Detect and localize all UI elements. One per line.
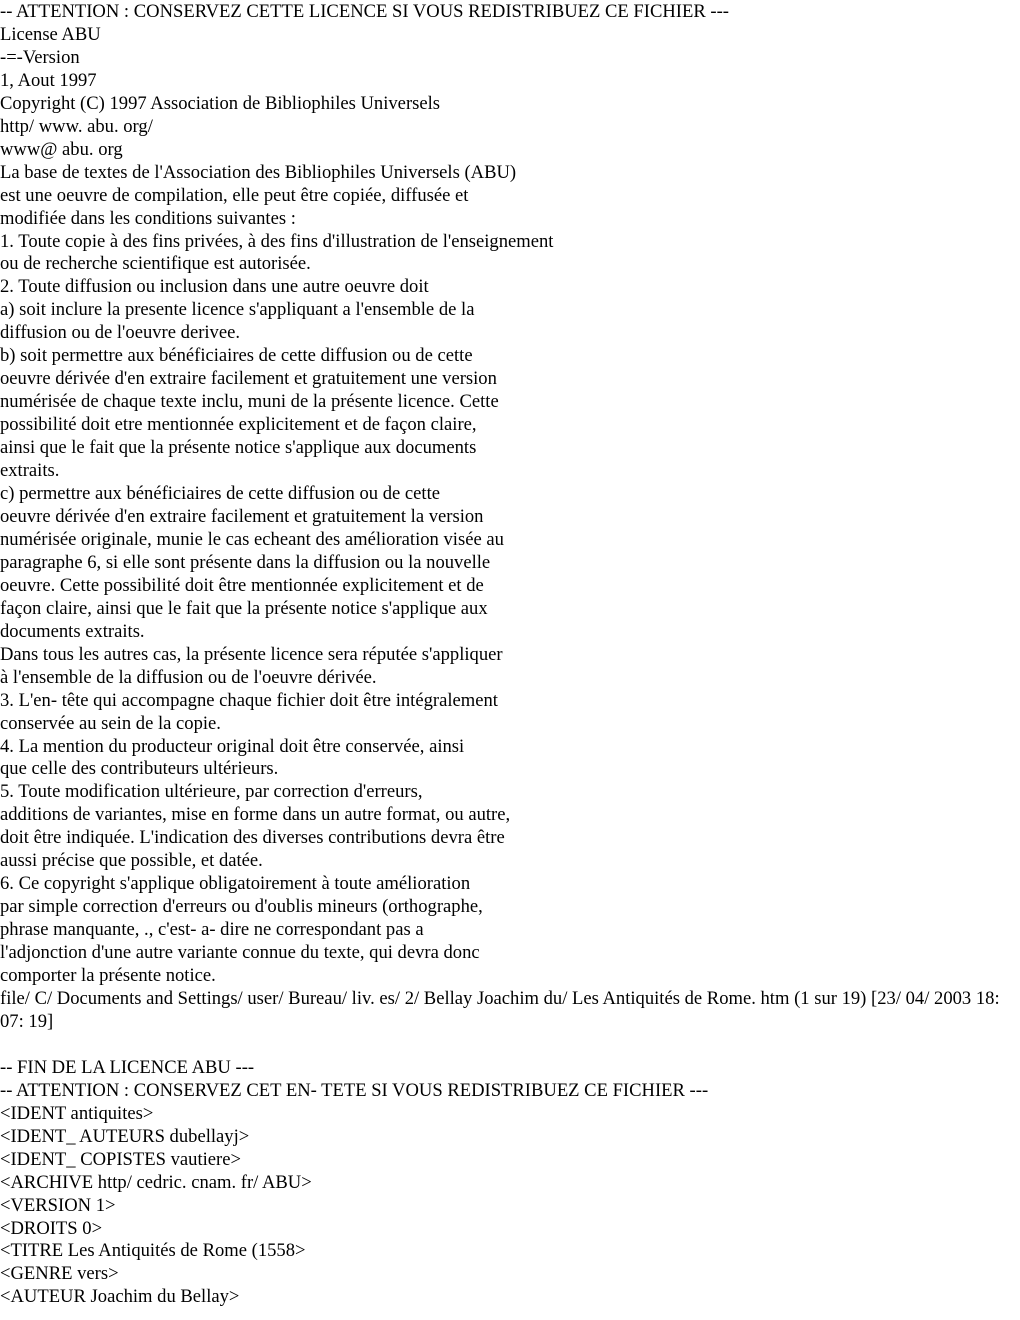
text-line: 2. Toute diffusion ou inclusion dans une autre oeuvre doit	[0, 276, 429, 298]
text-line: License ABU	[0, 23, 101, 45]
text-line: <IDENT antiquites>	[0, 1102, 154, 1124]
text-line: paragraphe 6, si elle sont présente dans la diffusion ou la nouvelle	[0, 551, 491, 573]
text-line: oeuvre. Cette possibilité doit être mentionnée explicitement et de	[0, 574, 484, 596]
blank-line	[0, 1034, 1018, 1057]
text-line: oeuvre dérivée d'en extraire facilement et gratuitement une version	[0, 368, 497, 390]
text-line: <ARCHIVE http/ cedric. cnam. fr/ ABU>	[0, 1171, 312, 1193]
text-line: <IDENT_ AUTEURS dubellayj>	[0, 1125, 250, 1147]
text-line: c) permettre aux bénéficiaires de cette diffusion ou de cette	[0, 483, 441, 505]
text-line: 1. Toute copie à des fins privées, à des fins d'illustration de l'enseignement	[0, 230, 554, 252]
text-line: http/ www. abu. org/	[0, 115, 153, 137]
text-line: doit être indiquée. L'indication des diverses contributions devra être	[0, 827, 505, 849]
text-line: Copyright (C) 1997 Association de Bibliophiles Universels	[0, 92, 441, 114]
text-line: www@ abu. org	[0, 138, 123, 160]
text-line: <GENRE vers>	[0, 1263, 119, 1285]
text-line: additions de variantes, mise en forme dans un autre format, ou autre,	[0, 804, 511, 826]
text-line: par simple correction d'erreurs ou d'oublis mineurs (orthographe,	[0, 896, 483, 918]
text-line: -- FIN DE LA LICENCE ABU ---	[0, 1056, 255, 1078]
text-line: 5. Toute modification ultérieure, par correction d'erreurs,	[0, 781, 423, 803]
text-line: modifiée dans les conditions suivantes :	[0, 207, 296, 229]
text-line: <VERSION 1>	[0, 1194, 116, 1216]
header-block	[0, 1057, 1018, 1309]
text-line: <IDENT_ COPISTES vautiere>	[0, 1148, 241, 1170]
text-line: 4. La mention du producteur original doit être conservée, ainsi	[0, 735, 465, 757]
text-line: La base de textes de l'Association des Bibliophiles Universels (ABU)	[0, 161, 517, 183]
text-line: Dans tous les autres cas, la présente licence sera réputée s'appliquer	[0, 643, 503, 665]
text-line: <AUTEUR Joachim du Bellay>	[0, 1286, 240, 1308]
text-line: conservée au sein de la copie.	[0, 712, 221, 734]
license-text	[0, 1, 1018, 988]
text-line: a) soit inclure la presente licence s'appliquant a l'ensemble de la	[0, 299, 475, 321]
text-line: b) soit permettre aux bénéficiaires de cette diffusion ou de cette	[0, 345, 473, 367]
text-line: numérisée de chaque texte inclu, muni de la présente licence. Cette	[0, 391, 499, 413]
text-line: façon claire, ainsi que le fait que la présente notice s'applique aux	[0, 597, 488, 619]
text-line: phrase manquante, ., c'est- a- dire ne correspondant pas a	[0, 919, 424, 941]
text-line: -- ATTENTION : CONSERVEZ CETTE LICENCE SI VOUS REDISTRIBUEZ CE FICHIER ---	[0, 1, 729, 22]
text-line: oeuvre dérivée d'en extraire facilement et gratuitement la version	[0, 505, 484, 527]
text-line: <DROITS 0>	[0, 1217, 103, 1239]
text-line: diffusion ou de l'oeuvre derivee.	[0, 322, 241, 344]
text-line: 1, Aout 1997	[0, 69, 97, 91]
text-line: -=-Version	[0, 46, 80, 68]
text-line: 3. L'en- tête qui accompagne chaque fichier doit être intégralement	[0, 689, 498, 711]
document-body	[0, 1, 1018, 1309]
text-line: <TITRE Les Antiquités de Rome (1558>	[0, 1240, 306, 1262]
text-line: est une oeuvre de compilation, elle peut être copiée, diffusée et	[0, 184, 469, 206]
text-line: aussi précise que possible, et datée.	[0, 850, 263, 872]
text-line: possibilité doit etre mentionnée explicitement et de façon claire,	[0, 414, 477, 436]
text-line: à l'ensemble de la diffusion ou de l'oeuvre dérivée.	[0, 666, 377, 688]
text-line: ainsi que le fait que la présente notice s'applique aux documents	[0, 437, 477, 459]
text-line: 6. Ce copyright s'applique obligatoirement à toute amélioration	[0, 873, 471, 895]
text-line: documents extraits.	[0, 620, 145, 642]
text-line: l'adjonction d'une autre variante connue du texte, qui devra donc	[0, 942, 480, 964]
text-line: numérisée originale, munie le cas echeant des amélioration visée au	[0, 528, 504, 550]
text-line: ou de recherche scientifique est autorisée.	[0, 253, 311, 275]
footer-file-path: file/ C/ Documents and Settings/ user/ Bureau/ liv. es/ 2/ Bellay Joachim du/ Les Antiquités de Rome. htm (1 sur 19) [23/ 04/ 2003 18: 07: 19]	[0, 987, 1000, 1032]
text-line: que celle des contributeurs ultérieurs.	[0, 758, 279, 780]
text-line: comporter la présente notice.	[0, 965, 216, 987]
text-line: -- ATTENTION : CONSERVEZ CET EN- TETE SI VOUS REDISTRIBUEZ CE FICHIER ---	[0, 1079, 709, 1101]
text-line: extraits.	[0, 460, 60, 482]
